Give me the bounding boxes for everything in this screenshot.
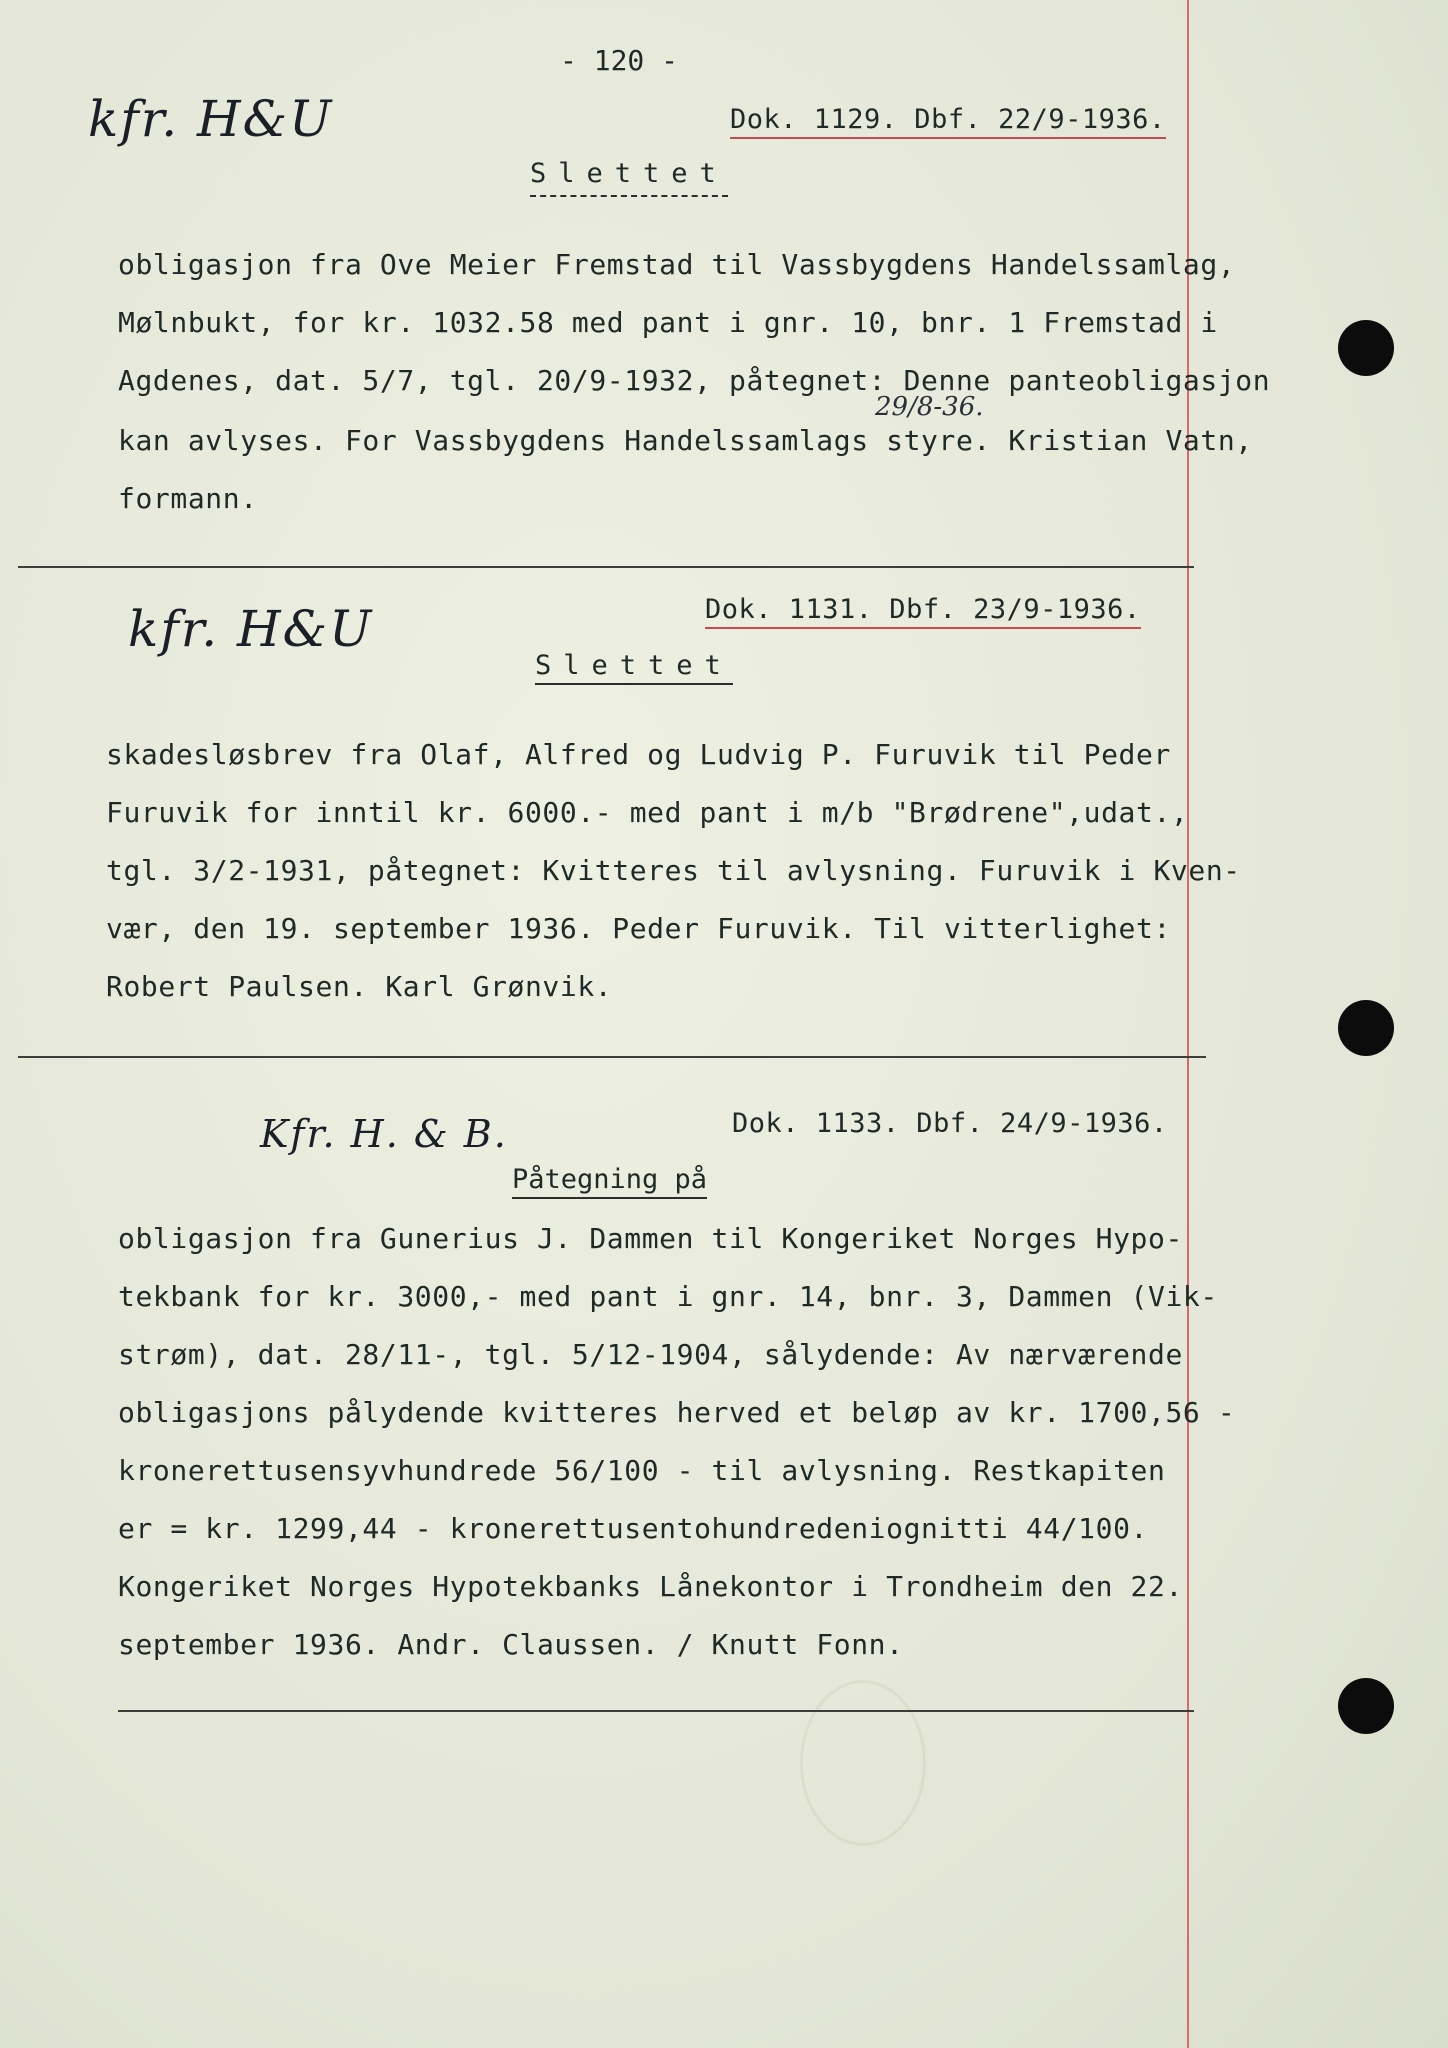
entry-text-line: Kongeriket Norges Hypotekbanks Lånekontor i Trondheim den 22. [118,1570,1183,1603]
entry-text-line: formann. [118,482,258,515]
entry-text-line: vær, den 19. september 1936. Peder Furuvik. Til vitterlighet: [106,912,1171,945]
entry-text-line: tgl. 3/2-1931, påtegnet: Kvitteres til avlysning. Furuvik i Kven- [106,854,1241,887]
handwritten-mark: Kfr. H. & B. [260,1112,508,1156]
entry-text-line: kan avlyses. For Vassbygdens Handelssamlags styre. Kristian Vatn, [118,424,1253,457]
page-number: - 120 - [560,44,679,77]
handwritten-date: 29/8-36. [875,392,984,422]
entry-text-line: skadesløsbrev fra Olaf, Alfred og Ludvig P. Furuvik til Peder [106,738,1171,771]
entry-heading: Slettet [530,158,728,197]
punch-hole [1338,1678,1394,1734]
entry-text-line: obligasjons pålydende kvitteres herved et beløp av kr. 1700,56 - [118,1396,1236,1429]
faint-stamp-impression [800,1680,926,1846]
entry-heading: Påtegning på [512,1164,707,1199]
entry-text-line: obligasjon fra Ove Meier Fremstad til Vassbygdens Handelssamlag, [118,248,1236,281]
section-divider [18,1056,1206,1058]
entry-text-line: er = kr. 1299,44 - kronerettusentohundredeniognitti 44/100. [118,1512,1148,1545]
punch-hole [1338,320,1394,376]
entry-text-line: Agdenes, dat. 5/7, tgl. 20/9-1932, påtegnet: Denne panteobligasjon [118,364,1271,397]
entry-text-line: strøm), dat. 28/11-, tgl. 5/12-1904, sålydende: Av nærværende [118,1338,1183,1371]
entry-heading: Slettet [535,650,733,685]
entry-text-line: Robert Paulsen. Karl Grønvik. [106,970,613,1003]
entry-text-line: Furuvik for inntil kr. 6000.- med pant i m/b "Brødrene",udat., [106,796,1189,829]
handwritten-mark: kfr. H&U [88,90,334,148]
section-divider [18,566,1194,568]
document-reference: Dok. 1133. Dbf. 24/9-1936. [732,1108,1168,1139]
entry-text-line: Mølnbukt, for kr. 1032.58 med pant i gnr. 10, bnr. 1 Fremstad i [118,306,1218,339]
punch-hole [1338,1000,1394,1056]
section-divider [118,1710,1194,1712]
entry-text-line: obligasjon fra Gunerius J. Dammen til Kongeriket Norges Hypo- [118,1222,1183,1255]
entry-text-line: tekbank for kr. 3000,- med pant i gnr. 14, bnr. 3, Dammen (Vik- [118,1280,1218,1313]
handwritten-mark: kfr. H&U [128,600,374,658]
document-reference: Dok. 1131. Dbf. 23/9-1936. [705,594,1141,629]
entry-text-line: kronerettusensyvhundrede 56/100 - til avlysning. Restkapiten [118,1454,1166,1487]
document-reference: Dok. 1129. Dbf. 22/9-1936. [730,104,1166,139]
entry-text-line: september 1936. Andr. Claussen. / Knutt Fonn. [118,1628,904,1661]
